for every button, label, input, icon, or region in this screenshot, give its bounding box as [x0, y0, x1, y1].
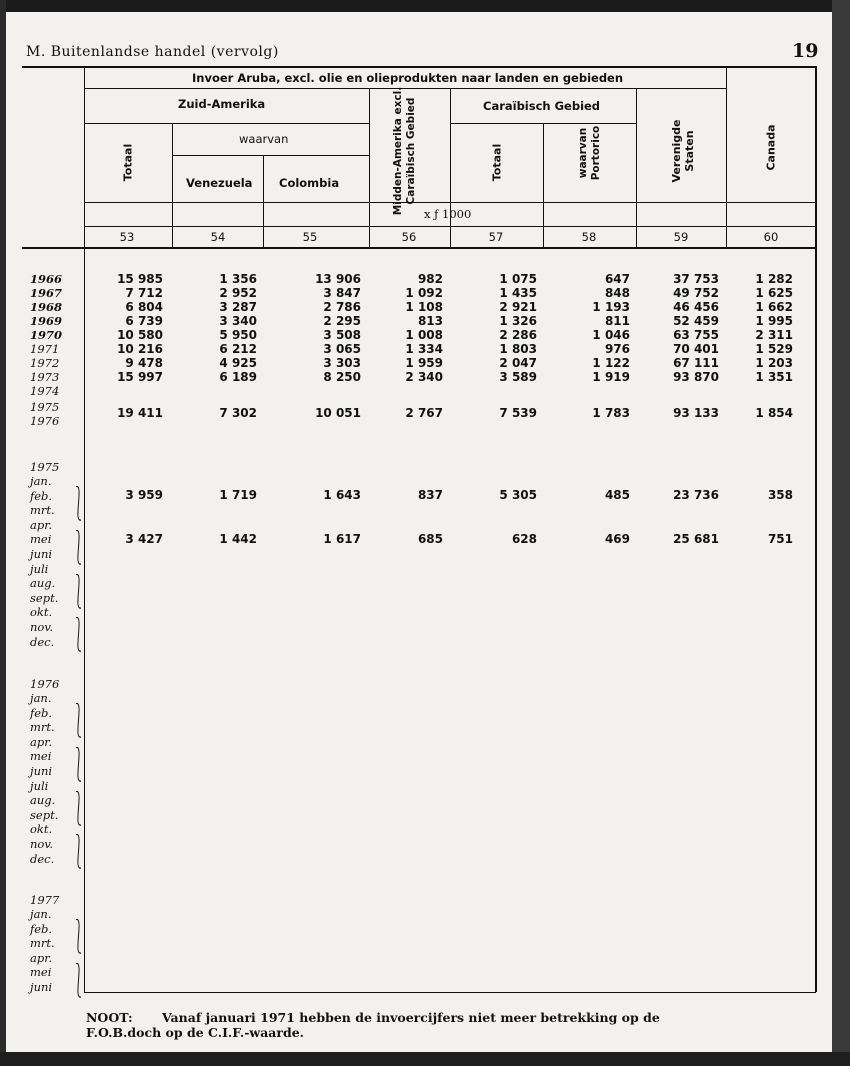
- col-number: 54: [210, 230, 226, 244]
- quarter-brace: ⎱: [72, 919, 86, 959]
- col-number: 60: [763, 230, 779, 244]
- table-cell: 485: [604, 488, 630, 502]
- table-cell: 23 736: [673, 488, 719, 502]
- col-header-verenigde-staten: Verenigde Staten: [670, 119, 696, 183]
- table-cell: 1 334: [405, 342, 443, 356]
- table-cell: 1 803: [499, 342, 537, 356]
- row-label-month: mrt.: [30, 936, 55, 951]
- row-label-year: 1969: [30, 314, 63, 328]
- row-label-year: 1976: [30, 677, 60, 691]
- table-cell: 848: [604, 286, 630, 300]
- table-cell: 6 189: [219, 370, 257, 384]
- col-number: 53: [119, 230, 135, 244]
- scan-edge-bottom: [0, 1052, 850, 1066]
- table-cell: 3 589: [499, 370, 537, 384]
- row-label-month: feb.: [30, 488, 53, 503]
- table-cell: 1 617: [323, 532, 361, 546]
- row-label-month: juli: [30, 561, 49, 576]
- col-header-portorico: waarvan Portorico: [577, 125, 602, 181]
- row-label-year: 1970: [30, 328, 63, 342]
- table-cell: 19 411: [117, 406, 163, 420]
- row-label-month: apr.: [30, 950, 53, 965]
- table-cell: 1 092: [405, 286, 443, 300]
- row-label-month: sept.: [30, 590, 59, 605]
- table-cell: 49 752: [673, 286, 719, 300]
- table-cell: 1 326: [499, 314, 537, 328]
- table-cell: 37 753: [673, 272, 719, 286]
- row-label-month: juli: [30, 778, 49, 793]
- table-cell: 1 529: [755, 342, 793, 356]
- table-cell: 93 133: [673, 406, 719, 420]
- quarter-brace: ⎱: [72, 790, 86, 830]
- table-cell: 52 459: [673, 314, 719, 328]
- row-label-year: 1971: [30, 342, 60, 356]
- group-header-zuid-amerika: Zuid-Amerika: [178, 97, 266, 111]
- footnote-label: NOOT:: [86, 1010, 133, 1025]
- row-label-month: aug.: [30, 793, 56, 808]
- table-cell: 15 997: [117, 370, 163, 384]
- row-label-year: 1966: [30, 272, 63, 286]
- quarter-brace: ⎱: [72, 530, 86, 570]
- table-cell: 2 311: [755, 328, 793, 342]
- table-cell: 1 625: [755, 286, 793, 300]
- table-cell: 837: [417, 488, 443, 502]
- table-cell: 5 305: [499, 488, 537, 502]
- row-label-year: 1974: [30, 384, 60, 398]
- row-label-year: 1977: [30, 893, 60, 907]
- table-cell: 3 287: [219, 300, 257, 314]
- table-cell: 628: [511, 532, 537, 546]
- row-label-month: nov.: [30, 837, 54, 851]
- col-header-midden-amerika: Midden-Amerika excl. Caraïbisch Gebied: [392, 86, 417, 216]
- row-label-month: apr.: [30, 734, 53, 749]
- row-label-month: mei: [30, 749, 52, 764]
- table-cell: 1 854: [755, 406, 793, 420]
- row-label-month: okt.: [30, 605, 53, 620]
- table-cell: 2 786: [323, 300, 361, 314]
- table-cell: 25 681: [673, 532, 719, 546]
- col-number: 55: [302, 230, 318, 244]
- col-header-colombia: Colombia: [279, 176, 340, 190]
- table-cell: 93 870: [673, 370, 719, 384]
- quarter-brace: ⎱: [72, 617, 86, 657]
- footnote: [86, 1010, 726, 1040]
- table-cell: 982: [417, 272, 443, 286]
- table-cell: 751: [767, 532, 793, 546]
- row-label-month: feb.: [30, 705, 53, 720]
- row-label-year: 1967: [30, 286, 63, 300]
- table-cell: 3 427: [125, 532, 163, 546]
- table-cell: 1 203: [755, 356, 793, 370]
- table-cell: 46 456: [673, 300, 719, 314]
- table-cell: 1 442: [219, 532, 257, 546]
- scan-edge-right: [832, 0, 850, 1066]
- row-label-month: feb.: [30, 921, 53, 936]
- table-cell: 1 046: [592, 328, 630, 342]
- row-label-month: jan.: [30, 907, 52, 921]
- table-cell: 3 959: [125, 488, 163, 502]
- quarter-brace: ⎱: [72, 747, 86, 787]
- table-cell: 3 847: [323, 286, 361, 300]
- subgroup-header-waarvan: waarvan: [239, 132, 289, 146]
- table-cell: 1 435: [499, 286, 537, 300]
- row-label-year: 1975: [30, 400, 60, 414]
- table-cell: 70 401: [673, 342, 719, 356]
- table-cell: 811: [604, 314, 630, 328]
- table-cell: 3 065: [323, 342, 361, 356]
- table-cell: 2 047: [499, 356, 537, 370]
- table-cell: 1 075: [499, 272, 537, 286]
- table-cell: 976: [604, 342, 630, 356]
- table-cell: 647: [604, 272, 630, 286]
- table-cell: 2 295: [323, 314, 361, 328]
- table-cell: 1 919: [592, 370, 630, 384]
- row-label-year: 1975: [30, 460, 60, 474]
- table-cell: 358: [767, 488, 793, 502]
- row-label-month: juni: [30, 980, 53, 994]
- table-cell: 1 995: [755, 314, 793, 328]
- table-cell: 2 340: [405, 370, 443, 384]
- quarter-brace: ⎱: [72, 963, 86, 1003]
- table-cell: 2 952: [219, 286, 257, 300]
- table-cell: 1 282: [755, 272, 793, 286]
- table-cell: 63 755: [673, 328, 719, 342]
- row-label-month: dec.: [30, 851, 55, 866]
- row-label-month: jan.: [30, 474, 52, 488]
- table-cell: 1 662: [755, 300, 793, 314]
- row-label-month: jan.: [30, 691, 52, 705]
- table-cell: 7 712: [125, 286, 163, 300]
- table-cell: 4 925: [219, 356, 257, 370]
- table-cell: 1 351: [755, 370, 793, 384]
- table-cell: 1 108: [405, 300, 443, 314]
- table-cell: 15 985: [117, 272, 163, 286]
- table-cell: 1 356: [219, 272, 257, 286]
- table-cell: 7 302: [219, 406, 257, 420]
- row-label-year: 1972: [30, 356, 60, 370]
- table-cell: 3 508: [323, 328, 361, 342]
- scan-edge-left: [0, 0, 6, 1066]
- row-label-year: 1968: [30, 300, 63, 314]
- quarter-brace: ⎱: [72, 486, 86, 526]
- col-number: 57: [488, 230, 504, 244]
- row-label-month: juni: [30, 547, 53, 561]
- table-cell: 1 122: [592, 356, 630, 370]
- table-cell: 10 051: [315, 406, 361, 420]
- table-cell: 6 804: [125, 300, 163, 314]
- page-number: 19: [792, 40, 819, 62]
- running-head: M. Buitenlandse handel (vervolg): [26, 44, 279, 60]
- col-header-totaal-caraibisch: Totaal: [490, 143, 504, 182]
- table-cell: 6 739: [125, 314, 163, 328]
- row-label-month: apr.: [30, 517, 53, 532]
- row-label-month: mei: [30, 965, 52, 980]
- table-cell: 1 719: [219, 488, 257, 502]
- table-cell: 2 286: [499, 328, 537, 342]
- table-cell: 1 959: [405, 356, 443, 370]
- table-cell: 9 478: [125, 356, 163, 370]
- row-label-year: 1976: [30, 414, 60, 428]
- table-main-title: Invoer Aruba, excl. olie en olieprodukten naar landen en gebieden: [192, 71, 624, 85]
- col-number: 58: [581, 230, 597, 244]
- row-label-month: mrt.: [30, 720, 55, 735]
- footnote-text: Vanaf januari 1971 hebben de invoercijfers niet meer betrekking op de F.O.B.doch op de C.I.F.-waarde.: [86, 1010, 660, 1040]
- col-header-venezuela: Venezuela: [186, 176, 253, 190]
- table-cell: 2 767: [405, 406, 443, 420]
- table-cell: 2 921: [499, 300, 537, 314]
- table-cell: 685: [417, 532, 443, 546]
- row-label-month: mrt.: [30, 503, 55, 518]
- table-cell: 1 643: [323, 488, 361, 502]
- row-label-month: sept.: [30, 807, 59, 822]
- quarter-brace: ⎱: [72, 834, 86, 874]
- table-cell: 8 250: [323, 370, 361, 384]
- col-number: 59: [673, 230, 689, 244]
- row-label-month: mei: [30, 532, 52, 547]
- table-cell: 67 111: [673, 356, 719, 370]
- table-cell: 1 783: [592, 406, 630, 420]
- table-cell: 813: [417, 314, 443, 328]
- row-label-year: 1973: [30, 370, 60, 384]
- quarter-brace: ⎱: [72, 573, 86, 613]
- col-number: 56: [401, 230, 417, 244]
- quarter-brace: ⎱: [72, 703, 86, 743]
- col-header-canada: Canada: [764, 124, 778, 171]
- table-cell: 6 212: [219, 342, 257, 356]
- row-label-month: dec.: [30, 634, 55, 649]
- table-cell: 10 216: [117, 342, 163, 356]
- table-cell: 3 340: [219, 314, 257, 328]
- table-cell: 1 193: [592, 300, 630, 314]
- row-label-month: okt.: [30, 822, 53, 837]
- table-cell: 1 008: [405, 328, 443, 342]
- table-cell: 3 303: [323, 356, 361, 370]
- table-cell: 10 580: [117, 328, 163, 342]
- row-label-month: nov.: [30, 620, 54, 634]
- row-label-month: aug.: [30, 576, 56, 591]
- col-header-totaal-zuid: Totaal: [121, 143, 135, 182]
- table-cell: 7 539: [499, 406, 537, 420]
- table-cell: 13 906: [315, 272, 361, 286]
- table-cell: 469: [604, 532, 630, 546]
- row-label-month: juni: [30, 764, 53, 778]
- table-cell: 5 950: [219, 328, 257, 342]
- unit-label: x ƒ 1000: [424, 207, 472, 221]
- group-header-caraibisch: Caraïbisch Gebied: [483, 99, 601, 113]
- scan-edge-top: [0, 0, 850, 12]
